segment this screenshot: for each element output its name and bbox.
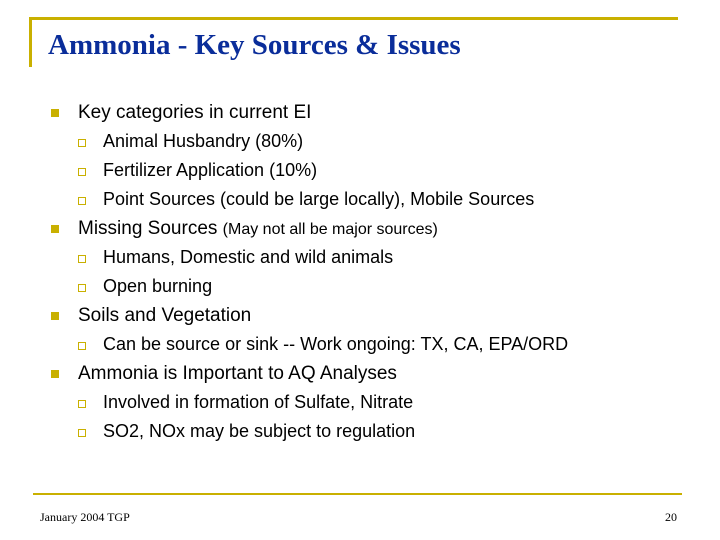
square-bullet-icon: [51, 109, 59, 117]
bullet-soils-vegetation: [0, 301, 720, 330]
bullet-label: Soils and Vegetation: [78, 305, 252, 326]
hollow-square-bullet-icon: [78, 168, 86, 176]
page-number: 20: [665, 510, 677, 524]
sub-bullet: [0, 127, 720, 156]
square-bullet-icon: [51, 312, 59, 320]
sub-bullet-text: Humans, Domestic and wild animals: [103, 247, 394, 267]
hollow-square-bullet-icon: [78, 139, 86, 147]
square-bullet-icon: [51, 370, 59, 378]
sub-bullet-text: Can be source or sink -- Work ongoing: TX, CA, EPA/ORD: [103, 334, 569, 354]
hollow-square-bullet-icon: [78, 400, 86, 408]
bullet-label: Ammonia is Important to AQ Analyses: [78, 363, 397, 384]
sub-bullet-text: Fertilizer Application (10%): [103, 160, 318, 180]
slide-title: Ammonia - Key Sources & Issues: [48, 29, 461, 61]
hollow-square-bullet-icon: [78, 255, 86, 263]
bullet-label: Key categories in current EI: [78, 102, 312, 123]
bullet-missing-sources: [0, 214, 720, 243]
sub-bullet-text: Open burning: [103, 276, 213, 296]
sub-bullet-text: SO2, NOx may be subject to regulation: [103, 421, 416, 441]
footer-rule: [33, 493, 682, 495]
hollow-square-bullet-icon: [78, 342, 86, 350]
bullet-label: Missing Sources: [78, 218, 218, 239]
sub-bullet: [0, 272, 720, 301]
sub-bullet-text: Involved in formation of Sulfate, Nitrate: [103, 392, 414, 412]
square-bullet-icon: [51, 225, 59, 233]
frame-top-rule: [29, 17, 678, 20]
sub-bullet-text: Animal Husbandry (80%): [103, 131, 304, 151]
bullet-ammonia-important: [0, 359, 720, 388]
hollow-square-bullet-icon: [78, 197, 86, 205]
frame-left-rule: [29, 17, 32, 67]
sub-bullet: [0, 243, 720, 272]
hollow-square-bullet-icon: [78, 429, 86, 437]
sub-bullet-text: Point Sources (could be large locally), Mobile Sources: [103, 189, 535, 209]
bullet-key-categories: [0, 98, 720, 127]
bullet-note: (May not all be major sources): [222, 221, 438, 238]
footer-date-author: January 2004 TGP: [40, 510, 130, 524]
slide-content: [0, 98, 720, 446]
sub-bullet: [0, 417, 720, 446]
hollow-square-bullet-icon: [78, 284, 86, 292]
sub-bullet: [0, 388, 720, 417]
sub-bullet: [0, 185, 720, 214]
sub-bullet: [0, 330, 720, 359]
sub-bullet: [0, 156, 720, 185]
